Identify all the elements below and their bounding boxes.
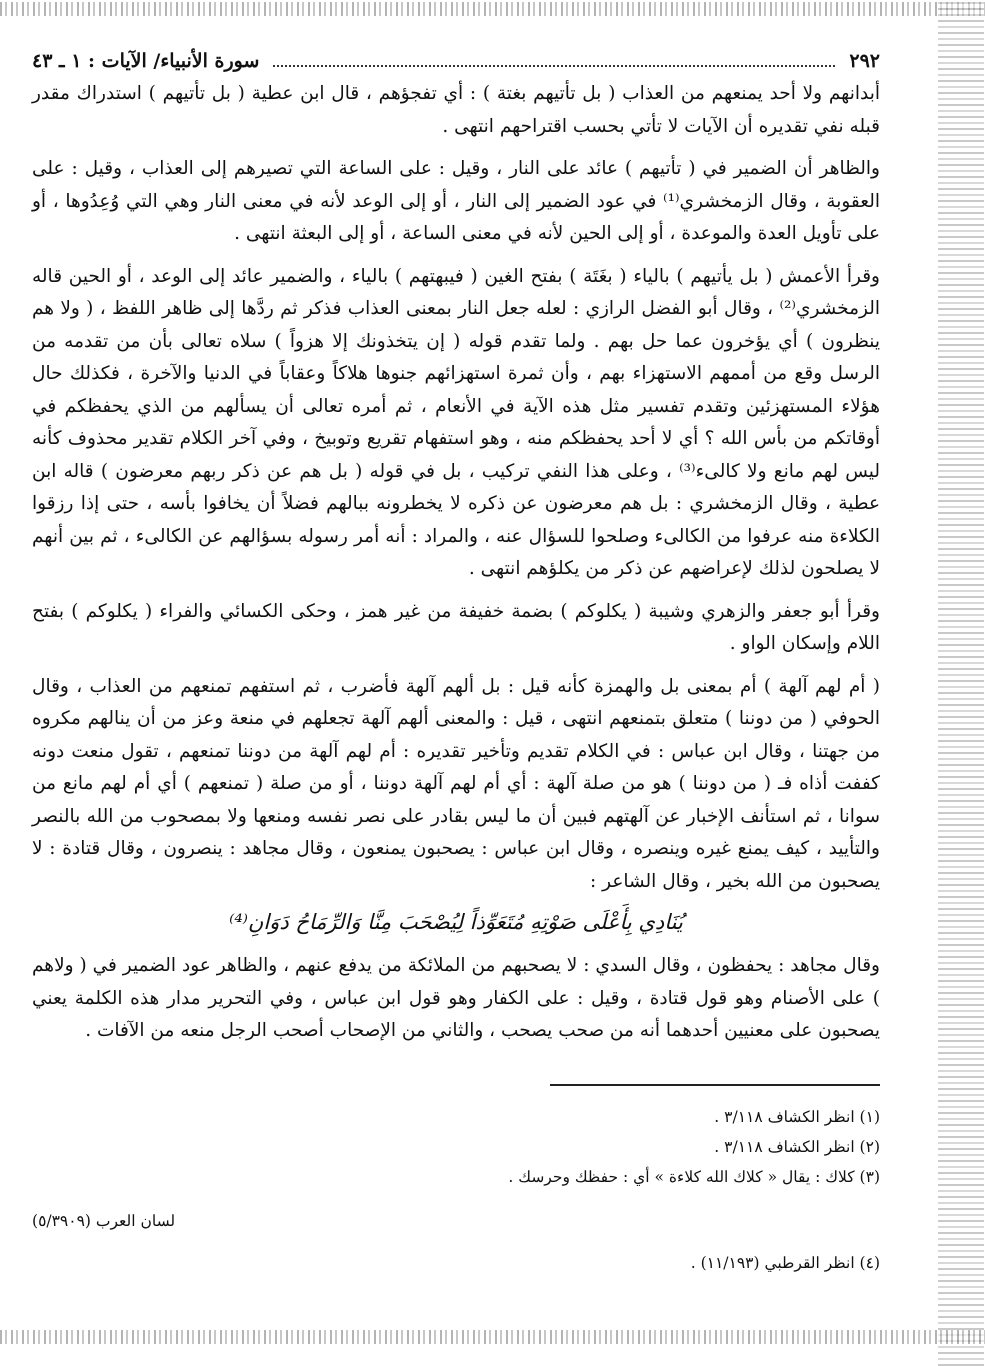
book-page (32, 44, 880, 1278)
footnote-3-reference: لسان العرب (٥/٣٩٠٩) (32, 1211, 176, 1230)
paragraph-1: أبدانهم ولا أحد يمنعهم من العذاب ( بل تأتيهم بغتة ) : أي تفجؤهم ، قال ابن عطية ( بل تأتيهم ) استدراك مقدر قبله نفي تقديره أن الآيات لا تأتي بحسب اقتراحهم انتهى . (32, 83, 880, 137)
surah-title: سورة الأنبياء/ الآيات : ١ ـ ٤٣ (32, 50, 260, 72)
paragraph-3: وقرأ الأعمش ( بل يأتيهم ) بالياء ( بغَتَة ) بفتح الغين ( فيبهتهم ) بالياء ، والضمير عائد إلى الوعد ، أو الحين قاله الزمخشري⁽²⁾ ، وقال أبو الفضل الرازي : لعله جعل النار بمعنى العذاب فذكر ثم ردَّها إلى ظاهر اللفظ ، ( ولا هم ينظرون ) أي يؤخرون عما حل بهم . ولما تقدم قوله ( إن يتخذونك إلا هزواً ) سلاه تعالى بأن من تقدمه من الرسل وقع من أممهم الاستهزاء بهم ، وأن ثمرة استهزائهم جنوها هلاكاً وعقاباً في الدنيا والآخرة ، فكذلك حال هؤلاء المستهزئين وتقدم تفسير مثل هذه الآية في الأنعام ، ثم أمره تعالى أن يسألهم من الذي يحفظكم في أوقاتكم من بأس الله ؟ أي لا أحد يحفظكم منه ، وهو استفهام تقريع وتوبيخ ، وفي آخر الكلام تقدير محذوف كأنه ليس لهم مانع ولا كالىء⁽³⁾ ، وعلى هذا النفي تركيب ، بل في قوله ( بل هم عن ذكر ربهم معرضون ) قاله ابن عطية ، وقال الزمخشري : بل هم معرضون عن ذكره لا يخطرونه ببالهم فضلاً أن يخافوا بأسه ، حتى إذا رزقوا الكلاءة منه عرفوا من الكالىء وصلحوا للسؤال عنه ، والمراد : أنه أمر رسوله بسؤالهم عن الكالىء ، ثم بين أنهم لا يصلحون لذلك لإعراضهم عن ذكر من يكلؤهم انتهى . (32, 265, 881, 579)
paragraph-6: وقال مجاهد : يحفظون ، وقال السدي : لا يصحبهم من الملائكة من يدفع عنهم ، والظاهر عود الضمير في ( ولاهم ) على الأصنام وهو قول قتادة ، وقيل : على الكفار وهو قول ابن عباس ، وفي التحرير مدار هذه الكلمة يعني يصحبون على معنيين أحدهما أنه من صحب يصحب ، والثاني من الإصحاب أصحب الرجل منعه من الآفات . (32, 955, 880, 1041)
paragraph-5: ( أم لهم آلهة ) أم بمعنى بل والهمزة كأنه قيل : بل ألهم آلهة فأضرب ، ثم استفهم تمنعهم من العذاب ، وقال الحوفي ( من دوننا ) متعلق بتمنعهم انتهى ، قيل : والمعنى ألهم آلهة تجعلهم في منعة وعز من أن ينالهم مكروه من جهتنا ، وقال ابن عباس : في الكلام تقديم وتأخير تقديره : أم لهم آلهة من دوننا تمنعهم ، تقول منعت دونه كففت أذاه فـ ( من دوننا ) هو من صلة آلهة : أي أم لهم آلهة دوننا ، أو من صلة ( تمنعهم ) أي أم لهم مانع من سوانا ، ثم استأنف الإخبار عن آلهتهم فبين أن ما ليس بقادر على نصر نفسه ومنعها ولا بمصحوب من الله بالنصر والتأييد ، كيف يمنع غيره وينصره ، وقال ابن عباس : يصحبون يمنعون ، وقال مجاهد : ينصرون ، وقال قتادة : لا يصحبون من الله بخير ، وقال الشاعر : (32, 675, 880, 892)
header-dotted-leader (273, 55, 835, 67)
paragraph-2: والظاهر أن الضمير في ( تأتيهم ) عائد على النار ، وقيل : على الساعة التي تصيرهم إلى العذاب ، وقيل : على العقوبة ، وقال الزمخشري⁽¹⁾ في عود الضمير إلى النار ، أو إلى الوعد لأنه في معنى النار وهي التي وُعِدُوها ، أو على تأويل العدة والموعدة ، أو إلى الحين لأنه في معنى الساعة ، أو إلى البعثة انتهى . (32, 158, 880, 244)
decorative-border-bottom (0, 1330, 985, 1344)
footnote-4: (٤) انظر القرطبي (١١/١٩٣) . (690, 1253, 880, 1272)
decorative-border-top (0, 2, 985, 16)
footnote-2: (٢) انظر الكشاف ٣/١١٨ . (714, 1137, 880, 1156)
poetry-verse: يُنَادِي بِأَعْلَى صَوْتِهِ مُتَعَوِّذاً لِيُصْحَبَ مِنَّا وَالرِّمَاحُ دَوَانِ⁽⁴⁾ (229, 910, 683, 934)
footnote-separator (550, 1084, 880, 1086)
footnote-1: (١) انظر الكشاف ٣/١١٨ . (714, 1107, 880, 1126)
page-header (32, 44, 880, 78)
decorative-border-right (938, 0, 984, 1366)
paragraph-4: وقرأ أبو جعفر والزهري وشيبة ( يكلوكم ) بضمة خفيفة من غير همز ، وحكى الكسائي والفراء ( يكلوكم ) بفتح اللام وإسكان الواو . (32, 600, 880, 654)
page-number: ٢٩٢ (849, 50, 880, 72)
footnote-3: (٣) كلاك : يقال « كلاك الله كلاءة » أي : حفظك وحرسك . (508, 1167, 880, 1186)
